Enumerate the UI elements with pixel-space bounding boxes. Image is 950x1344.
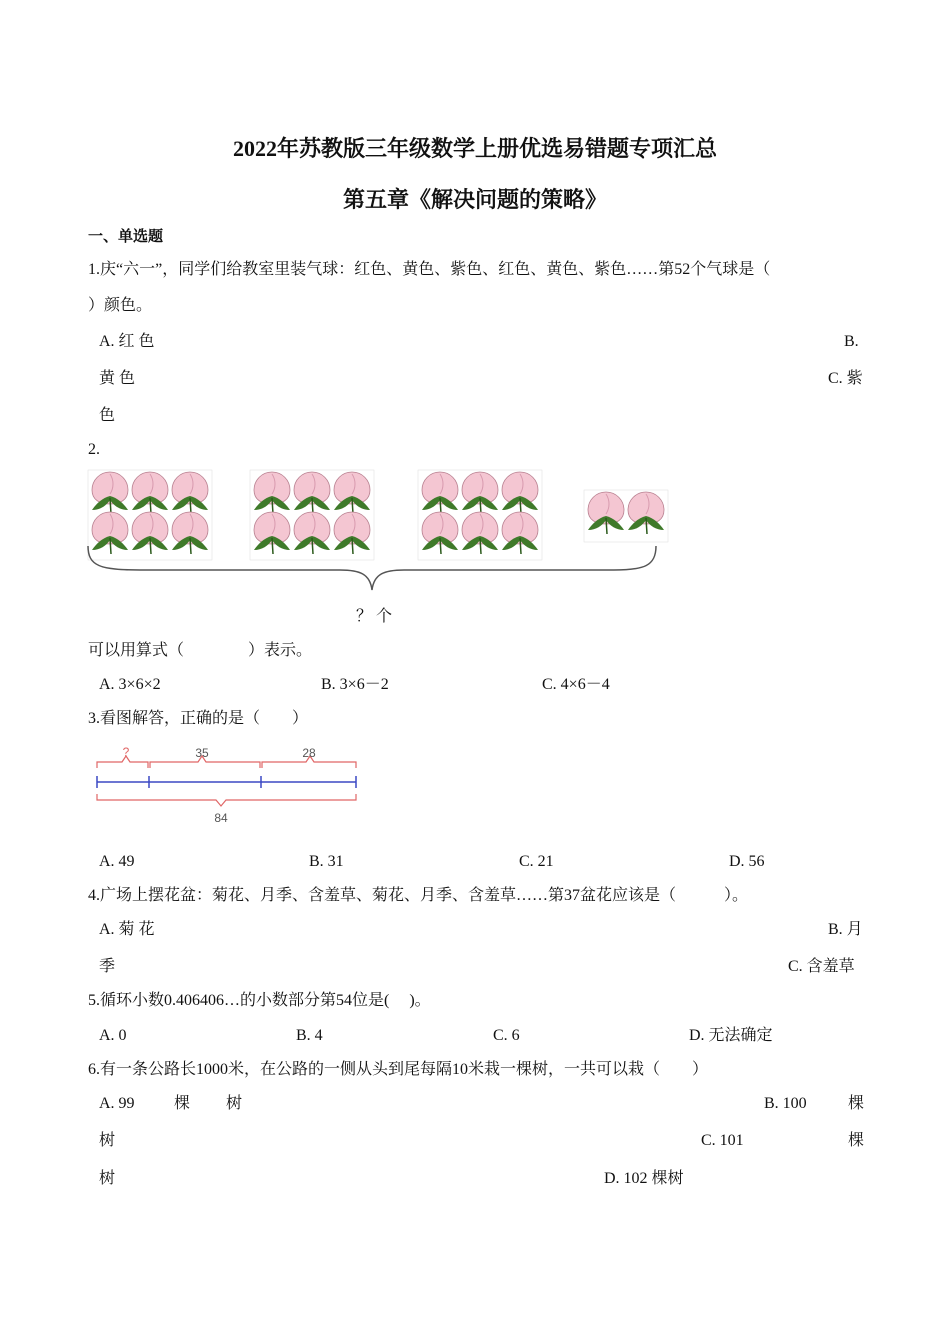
q6-option-b[interactable]: B. 100 — [764, 1095, 807, 1112]
peach-icon — [294, 512, 330, 554]
peach-icon — [502, 512, 538, 554]
chapter-title: 第五章《解决问题的策略》 — [342, 187, 607, 212]
q4-option-b[interactable]: B. 月 — [828, 921, 863, 938]
q1-text-line1: 1.庆“六一”，同学们给教室里装气球：红色、黄色、紫色、红色、黄色、紫色……第52个气球是（ — [88, 261, 771, 278]
q4-option-b-text[interactable]: 季 — [99, 958, 116, 975]
diagram-total-label: 84 — [214, 811, 228, 825]
peach-icon — [334, 512, 370, 554]
q2-brace-label: ？ 个 — [356, 608, 393, 625]
peach-icon — [132, 472, 168, 514]
page-title: 2022年苏教版三年级数学上册优选易错题专项汇总 — [232, 136, 717, 161]
peach-icon — [588, 492, 624, 534]
peach-icon — [502, 472, 538, 514]
peach-icon — [172, 512, 208, 554]
peach-icon — [254, 512, 290, 554]
q1-option-b-text[interactable]: 黄 色 — [99, 370, 136, 387]
q6-option-d[interactable]: D. 102 棵树 — [604, 1170, 684, 1187]
q1-option-c-text[interactable]: 色 — [99, 407, 116, 424]
peach-icon — [92, 512, 128, 554]
q6-option-c-word[interactable]: 棵 — [848, 1132, 865, 1149]
peach-icon — [334, 472, 370, 514]
peach-icon — [132, 512, 168, 554]
q4-option-a[interactable]: A. 菊 花 — [99, 921, 155, 938]
q3-option-b[interactable]: B. 31 — [309, 853, 344, 870]
q5-text: 5.循环小数0.406406…的小数部分第54位是( )。 — [88, 992, 431, 1009]
q4-text: 4.广场上摆花盆：菊花、月季、含羞草、菊花、月季、含羞草……第37盆花应该是（ ）。 — [88, 887, 749, 904]
q6-option-a-word1[interactable]: 棵 — [174, 1095, 191, 1112]
q6-text: 6.有一条公路长1000米，在公路的一侧从头到尾每隔10米栽一棵树，一共可以栽（ ） — [88, 1061, 709, 1078]
segment-diagram — [88, 740, 388, 830]
q1-option-c[interactable]: C. 紫 — [828, 370, 863, 387]
q6-option-c[interactable]: C. 101 — [701, 1132, 744, 1149]
peach-figure — [0, 462, 950, 612]
peach-icon — [628, 492, 664, 534]
q5-option-b[interactable]: B. 4 — [296, 1027, 323, 1044]
q1-text-line2: ）颜色。 — [88, 297, 153, 314]
peach-icon — [92, 472, 128, 514]
q6-option-c-text[interactable]: 树 — [99, 1170, 116, 1187]
q2-option-b[interactable]: B. 3×6－2 — [321, 676, 389, 693]
q2-text: 可以用算式（ ）表示。 — [88, 642, 313, 659]
q3-text: 3.看图解答，正确的是（ ） — [88, 710, 309, 727]
q6-option-a[interactable]: A. 99 — [99, 1095, 135, 1112]
peach-icon — [172, 472, 208, 514]
section-heading: 一、单选题 — [88, 229, 164, 245]
peach-group-2 — [250, 470, 374, 560]
peach-icon — [294, 472, 330, 514]
peach-icon — [462, 512, 498, 554]
peach-group-4 — [584, 490, 668, 542]
q3-option-c[interactable]: C. 21 — [519, 853, 554, 870]
diagram-seg3-label: 28 — [302, 746, 316, 760]
q3-option-a[interactable]: A. 49 — [99, 853, 135, 870]
q1-option-b[interactable]: B. — [844, 333, 859, 350]
peach-icon — [254, 472, 290, 514]
q2-number: 2. — [88, 441, 100, 458]
q6-option-b-word[interactable]: 棵 — [848, 1095, 865, 1112]
q5-option-a[interactable]: A. 0 — [99, 1027, 127, 1044]
q4-option-c[interactable]: C. 含羞草 — [788, 958, 855, 975]
peach-group-1 — [88, 470, 212, 560]
diagram-unknown-label: ? — [122, 745, 130, 759]
peach-group-3 — [418, 470, 542, 560]
q2-option-a[interactable]: A. 3×6×2 — [99, 676, 161, 693]
q2-option-c[interactable]: C. 4×6－4 — [542, 676, 610, 693]
q6-option-a-word2[interactable]: 树 — [226, 1095, 243, 1112]
peach-icon — [422, 512, 458, 554]
peach-icon — [462, 472, 498, 514]
q5-option-c[interactable]: C. 6 — [493, 1027, 520, 1044]
peach-icon — [422, 472, 458, 514]
q3-option-d[interactable]: D. 56 — [729, 853, 765, 870]
q6-option-b-text[interactable]: 树 — [99, 1132, 116, 1149]
diagram-seg2-label: 35 — [195, 746, 209, 760]
q1-option-a[interactable]: A. 红 色 — [99, 333, 155, 350]
q5-option-d[interactable]: D. 无法确定 — [689, 1027, 773, 1044]
brace — [88, 546, 656, 590]
